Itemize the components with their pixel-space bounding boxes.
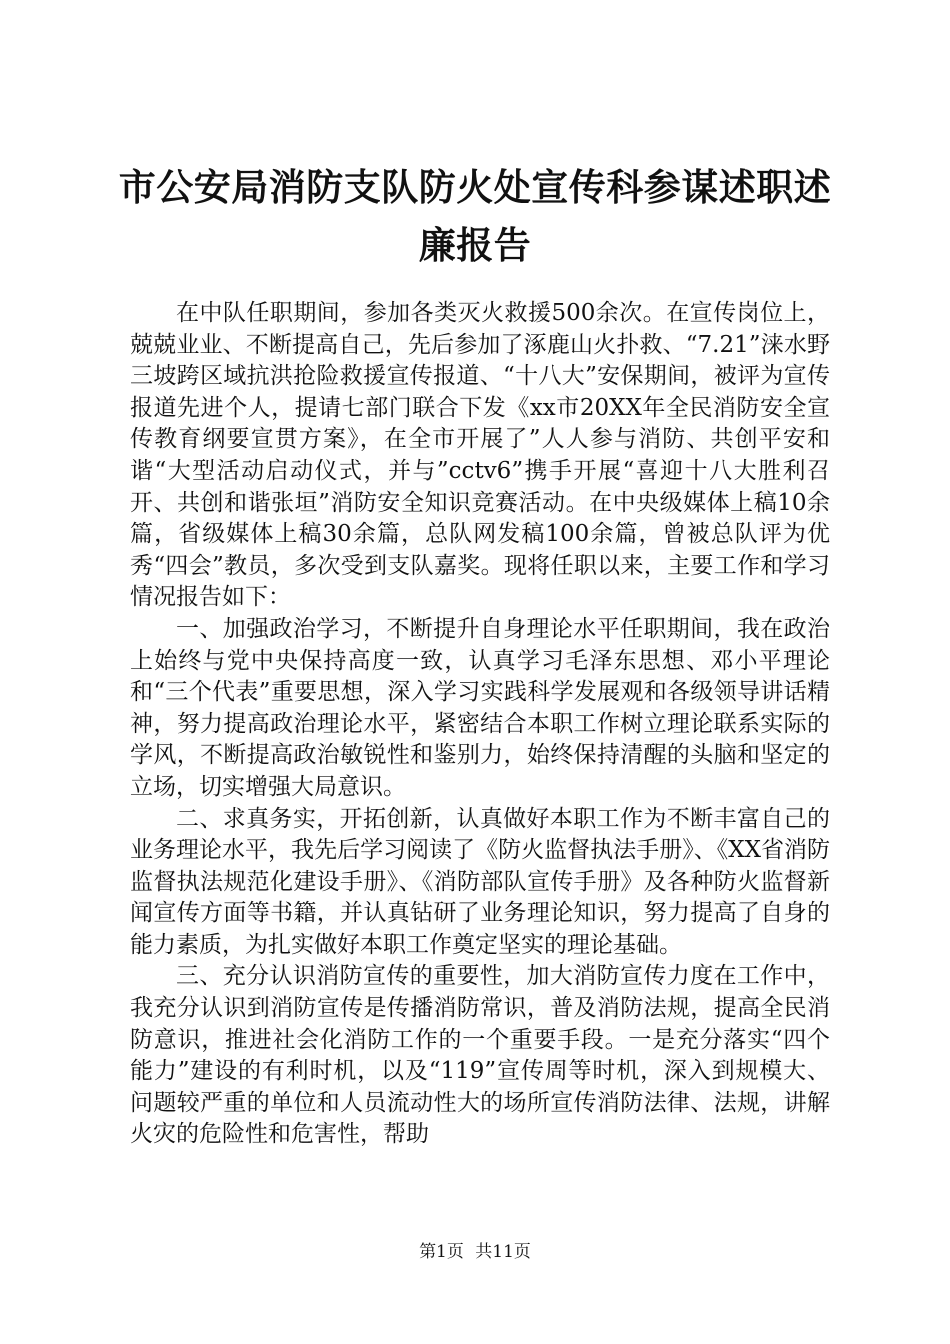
document-title: 市公安局消防支队防火处宣传科参谋述职述廉报告 — [118, 165, 832, 267]
page-total: 共11页 — [475, 1242, 531, 1262]
document-body — [130, 298, 830, 1151]
paragraph-section-2: 二、求真务实，开拓创新，认真做好本职工作为不断丰富自己的业务理论水平，我先后学习阅读了《防火监督执法手册》、《XX省消防监督执法规范化建设手册》、《消防部队宣传手册》及各种防火监督新闻宣传方面等书籍，并认真钻研了业务理论知识，努力提高了自身的能力素质，为扎实做好本职工作奠定坚实的理论基础。 — [130, 805, 830, 958]
page-number: 第1页 — [419, 1242, 464, 1262]
paragraph-intro: 在中队任职期间，参加各类灭火救援500余次。在宣传岗位上，兢兢业业、不断提高自己，先后参加了涿鹿山火扑救、“7.21”涞水野三坡跨区域抗洪抢险救援宣传报道、“十八大”安保期间，被评为宣传报道先进个人，提请七部门联合下发《xx市20XX年全民消防安全宣传教育纲要宣贯方案》，在全市开展了”人人参与消防、共创平安和谐“大型活动启动仪式，并与”cctv6”携手开展“喜迎十八大胜利召开、共创和谐张垣”消防安全知识竞赛活动。在中央级媒体上稿10余篇，省级媒体上稿30余篇，总队网发稿100余篇，曾被总队评为优秀“四会”教员，多次受到支队嘉奖。现将任职以来，主要工作和学习情况报告如下： — [130, 300, 830, 611]
paragraph-section-3: 三、充分认识消防宣传的重要性，加大消防宣传力度在工作中，我充分认识到消防宣传是传播消防常识，普及消防法规，提高全民消防意识，推进社会化消防工作的一个重要手段。一是充分落实“四个能力”建设的有利时机，以及“119”宣传周等时机，深入到规模大、问题较严重的单位和人员流动性大的场所宣传消防法律、法规，讲解火灾的危险性和危害性，帮助 — [130, 963, 830, 1148]
paragraph-section-1: 一、加强政治学习，不断提升自身理论水平任职期间，我在政治上始终与党中央保持高度一致，认真学习毛泽东思想、邓小平理论和“三个代表”重要思想，深入学习实践科学发展观和各级领导讲话精神，努力提高政治理论水平，紧密结合本职工作树立理论联系实际的学风，不断提高政治敏锐性和鉴别力，始终保持清醒的头脑和坚定的立场，切实增强大局意识。 — [130, 615, 830, 800]
page-footer — [0, 1241, 950, 1263]
